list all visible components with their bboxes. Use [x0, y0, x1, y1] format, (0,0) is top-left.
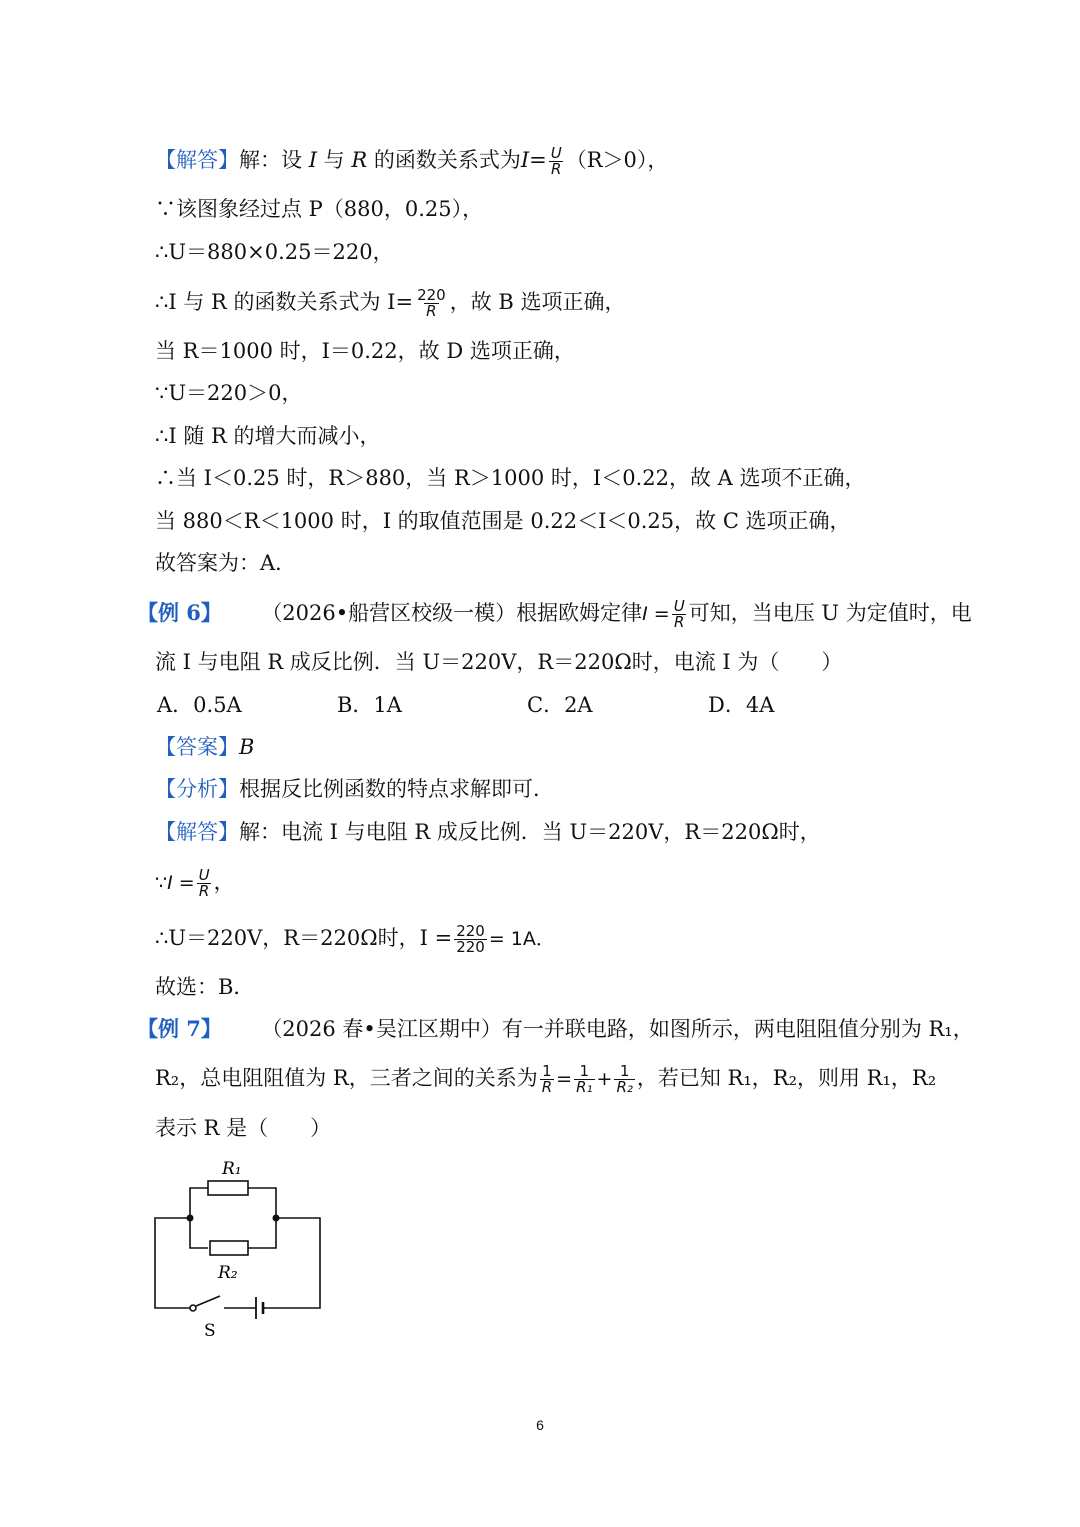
example-7-line-2 [155, 1063, 936, 1095]
solution-6-line-1 [155, 817, 821, 847]
text: 与 [323, 148, 345, 172]
frac-num: 1 [579, 1062, 590, 1080]
frac-den: 220 [456, 938, 485, 956]
text: （2026 春•吴江区期中）有一并联电路，如图所示，两电阻阻值分别为 R₁， [261, 1017, 974, 1041]
parallel-circuit-diagram [140, 1150, 340, 1350]
example-7-line-1 [137, 1014, 974, 1044]
text: ， [213, 870, 235, 894]
analysis-text: 根据反比例函数的特点求解即可． [239, 777, 554, 801]
example-6-label: 【例 6】 [137, 600, 222, 625]
text: 解：设 [239, 148, 302, 172]
text: = [529, 148, 547, 172]
frac-num: U [673, 597, 685, 615]
example-6-line-2: 流 I 与电阻 R 成反比例．当 U＝220V，R＝220Ω时，电流 I 为（ ） [155, 650, 843, 674]
text: ，若已知 R₁，R₂，则用 R₁，R₂ [636, 1066, 937, 1090]
label-switch: S [204, 1321, 216, 1341]
resistor-r2 [210, 1241, 248, 1255]
fraction-1-over-r [540, 1064, 554, 1095]
solution-line-4 [155, 287, 626, 319]
option-a: A．0.5A [157, 693, 242, 717]
text: = [556, 1068, 573, 1090]
fraction-1-over-r2 [614, 1064, 634, 1095]
text: （2026•船营区校级一模）根据欧姆定律 [261, 601, 643, 625]
option-b: B．1A [337, 693, 402, 717]
junction-dot-left [187, 1215, 194, 1222]
solution-tag: 【解答】 [155, 820, 239, 844]
text: 的函数关系式为 [373, 148, 521, 172]
text: ∴I 与 R 的函数关系式为 I= [155, 290, 414, 314]
solution-line-8: ∴当 I＜0.25 时，R＞880，当 R＞1000 时，I＜0.22，故 A 选项不正确， [155, 466, 866, 490]
junction-dot-right [273, 1215, 280, 1222]
option-c: C．2A [527, 693, 593, 717]
label-r2: R₂ [218, 1263, 238, 1283]
frac-num: U [550, 144, 562, 162]
formula-lhs: I = [642, 603, 670, 625]
fraction-u-over-r [549, 146, 564, 177]
page-number: 6 [536, 1417, 544, 1433]
text: ，故 B 选项正确， [449, 290, 626, 314]
solution-line-3: ∴U＝880×0.25＝220， [155, 240, 394, 264]
frac-den: R₂ [616, 1078, 633, 1096]
frac-den: R [426, 302, 437, 320]
solution-6-line-4: 故选：B． [155, 975, 255, 999]
solution-line-9: 当 880＜R＜1000 时，I 的取值范围是 0.22＜I＜0.25，故 C 选项正确， [155, 509, 851, 533]
solution-line-6: ∵U＝220＞0， [155, 381, 303, 405]
solution-line-1 [155, 145, 668, 177]
text: （R＞0）， [565, 148, 669, 172]
resistor-r1 [208, 1181, 248, 1195]
label-r1: R₁ [222, 1159, 242, 1179]
frac-num: 1 [542, 1062, 552, 1080]
answer-tag: 【答案】 [155, 735, 239, 759]
fraction-u-over-r [672, 599, 687, 630]
frac-num: 1 [619, 1062, 630, 1080]
example-7-line-3: 表示 R 是（ ） [155, 1116, 332, 1140]
frac-num: 220 [456, 922, 485, 940]
text: + [596, 1068, 613, 1090]
solution-text: 解：电流 I 与电阻 R 成反比例．当 U＝220V，R＝220Ω时， [239, 820, 821, 844]
text: = 1A． [488, 928, 555, 950]
fraction-u-over-r [197, 868, 212, 899]
solution-line-2: ∵该图象经过点 P（880，0.25）， [155, 197, 484, 221]
frac-den: R [674, 613, 685, 631]
solution-line-10: 故答案为：A． [155, 551, 297, 575]
frac-den: R [198, 882, 210, 900]
formula-lhs: ∵I = [155, 872, 195, 894]
frac-den: R [551, 160, 562, 178]
var: R [351, 148, 368, 172]
solution-6-line-3 [155, 923, 555, 955]
text: 可知，当电压 U 为定值时，电 [688, 601, 972, 625]
solution-line-5: 当 R＝1000 时，I＝0.22，故 D 选项正确， [155, 339, 575, 363]
fraction-1-over-r1 [574, 1064, 594, 1095]
fraction-220-over-220 [454, 924, 487, 955]
frac-num: U [198, 866, 210, 884]
answer-value: B [239, 735, 255, 759]
example-7-label: 【例 7】 [137, 1016, 222, 1041]
option-d: D．4A [708, 693, 775, 717]
analysis-line [155, 774, 554, 804]
var: I [308, 148, 317, 172]
var: I [520, 148, 530, 172]
solution-line-7: ∴I 随 R 的增大而减小， [155, 424, 381, 448]
solution-tag: 【解答】 [155, 148, 239, 172]
answer-line [155, 732, 254, 762]
text: ∴U＝220V，R＝220Ω时，I = [155, 926, 453, 950]
analysis-tag: 【分析】 [155, 777, 239, 801]
frac-den: R [541, 1078, 553, 1096]
frac-num: 220 [417, 286, 446, 304]
example-6-line-1 [137, 598, 972, 630]
solution-6-line-2 [155, 867, 235, 899]
fraction-220-over-r [415, 288, 448, 319]
text: R₂，总电阻阻值为 R，三者之间的关系为 [155, 1066, 538, 1090]
frac-den: R₁ [576, 1078, 593, 1096]
